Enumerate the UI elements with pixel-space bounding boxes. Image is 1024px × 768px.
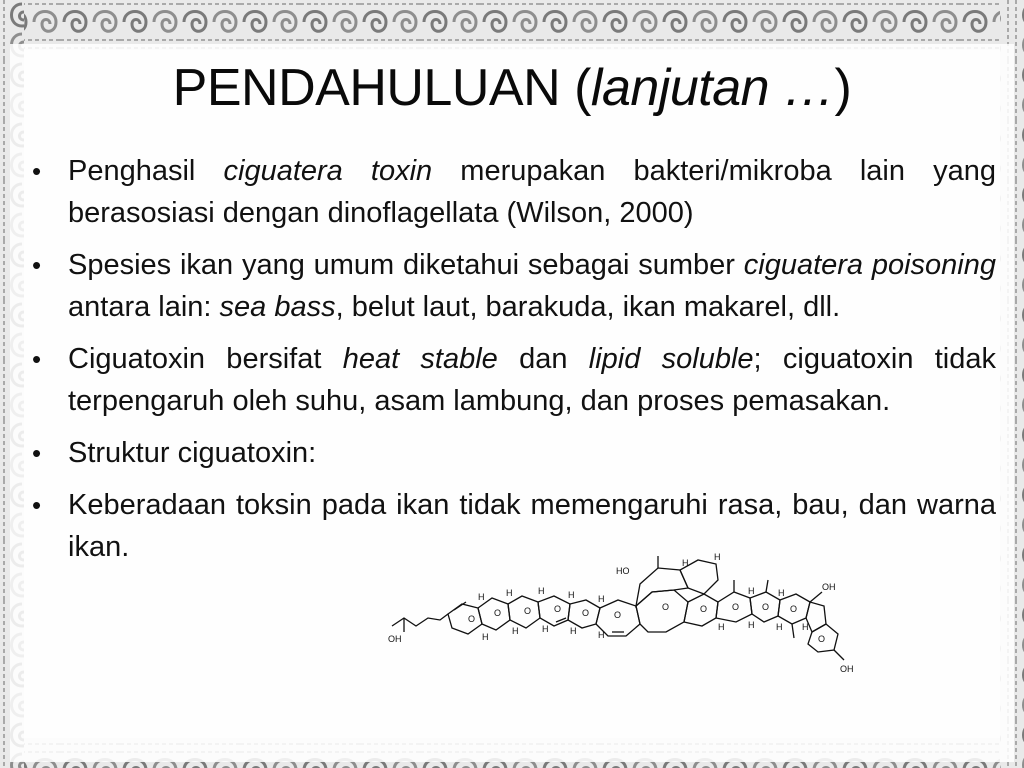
bullet-dot: • [32,344,42,374]
svg-text:O: O [582,608,590,618]
text-run: Struktur ciguatoxin: [68,437,317,469]
svg-text:O: O [494,608,502,618]
svg-text:H: H [598,630,605,640]
bullet-item [26,244,996,328]
svg-text:H: H [478,592,485,602]
svg-text:O: O [554,604,562,614]
svg-text:H: H [778,588,785,598]
text-run-italic: sea bass [219,291,336,323]
svg-text:OH: OH [822,582,836,592]
svg-text:O: O [468,614,476,624]
bullet-item [26,432,996,474]
ciguatoxin-structure-diagram [382,548,862,678]
text-run: ; ciguatoxin tidak terpengaruh oleh suhu, asam lambung, dan proses pemasakan. [68,343,997,417]
svg-text:H: H [570,626,577,636]
svg-text:H: H [482,632,489,642]
svg-text:H: H [748,620,755,630]
slide-title [0,58,1024,118]
svg-text:H: H [598,594,605,604]
svg-text:O: O [524,606,532,616]
svg-text:O: O [762,602,770,612]
svg-text:OH: OH [840,664,854,674]
svg-text:O: O [662,602,670,612]
svg-text:HO: HO [616,566,630,576]
text-run: Ciguatoxin bersifat [68,343,343,375]
svg-text:O: O [818,634,826,644]
text-run-italic: lipid soluble [588,343,754,375]
svg-text:H: H [748,586,755,596]
bullet-dot: • [32,490,42,520]
svg-text:H: H [506,588,513,598]
bullet-item [26,150,996,234]
text-run: Spesies ikan yang umum diketahui sebagai sumber [68,249,744,281]
text-run-italic: ciguatera poisoning [743,249,996,281]
svg-text:H: H [542,624,549,634]
svg-text:H: H [682,558,689,568]
text-run: merupakan bakteri/mikroba lain yang berasosiasi dengan dinoflagellata (Wilson, 2000) [68,155,996,229]
text-run-italic: heat stable [342,343,498,375]
bullet-item [26,338,996,422]
title-italic: lanjutan … [590,59,835,117]
text-run: antara lain: [68,291,220,323]
text-run-italic: ciguatera toxin [223,155,433,187]
svg-text:H: H [776,622,783,632]
svg-text:H: H [512,626,519,636]
bullet-dot: • [32,250,42,280]
title-close: ) [834,59,852,117]
svg-text:H: H [568,590,575,600]
svg-text:OH: OH [388,634,402,644]
bullet-dot: • [32,438,42,468]
bullet-dot: • [32,156,42,186]
text-run: dan [497,343,589,375]
svg-text:O: O [614,610,622,620]
svg-text:O: O [790,604,798,614]
svg-text:H: H [538,586,545,596]
text-run: , belut laut, barakuda, ikan makarel, dll. [335,291,841,323]
title-main: PENDAHULUAN ( [172,59,591,117]
structure-labels [388,552,854,674]
svg-text:H: H [714,552,721,562]
svg-text:O: O [700,604,708,614]
svg-text:O: O [732,602,740,612]
svg-text:H: H [802,622,809,632]
text-run: Keberadaan toksin pada ikan tidak memengaruhi rasa, bau, dan warna ikan. [68,489,996,563]
svg-text:H: H [718,622,725,632]
text-run: Penghasil [68,155,224,187]
bullet-list [26,150,996,578]
